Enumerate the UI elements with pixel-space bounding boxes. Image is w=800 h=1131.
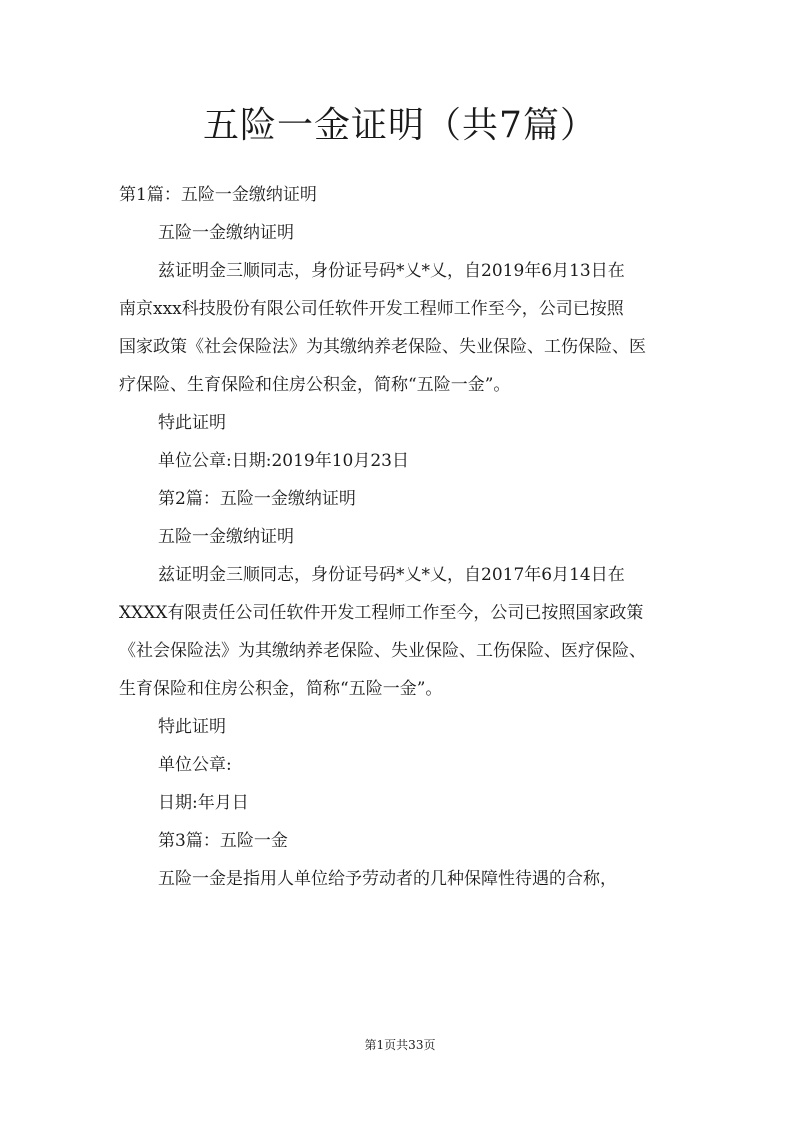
certify-line: 特此证明 [158,413,226,433]
paragraph-line: 兹证明金三顺同志，身份证号码*乂*乂，自2019年6月13日在 [158,261,625,281]
paragraph-line: 疗保险、生育保险和住房公积金，简称“五险一金”。 [119,375,511,395]
seal-line: 单位公章: [158,755,232,775]
section-heading-3: 第3篇：五险一金 [158,831,288,851]
paragraph-line: 生育保险和住房公积金，简称“五险一金”。 [119,679,443,699]
section-heading-1: 第1篇：五险一金缴纳证明 [119,185,317,205]
paragraph-line: 国家政策《社会保险法》为其缴纳养老保险、失业保险、工伤保险、医 [119,337,646,357]
date-line: 日期:年月日 [158,793,249,813]
paragraph-line: 南京xxx科技股份有限公司任软件开发工程师工作至今，公司已按照 [119,299,624,319]
paragraph-line: 兹证明金三顺同志，身份证号码*乂*乂，自2017年6月14日在 [158,565,625,585]
document-body [119,178,679,900]
seal-date-line: 单位公章:日期:2019年10月23日 [158,451,409,471]
subheading: 五险一金缴纳证明 [158,527,294,547]
subheading: 五险一金缴纳证明 [158,223,294,243]
paragraph-line: 五险一金是指用人单位给予劳动者的几种保障性待遇的合称， [158,869,617,889]
section-heading-2: 第2篇：五险一金缴纳证明 [158,489,356,509]
paragraph-line: 《社会保险法》为其缴纳养老保险、失业保险、工伤保险、医疗保险、 [119,641,646,661]
certify-line: 特此证明 [158,717,226,737]
paragraph-line: XXXX有限责任公司任软件开发工程师工作至今，公司已按照国家政策 [119,603,644,623]
page-number-footer: 第1页共33页 [364,1038,436,1052]
document-title: 五险一金证明（共7篇） [203,105,597,146]
